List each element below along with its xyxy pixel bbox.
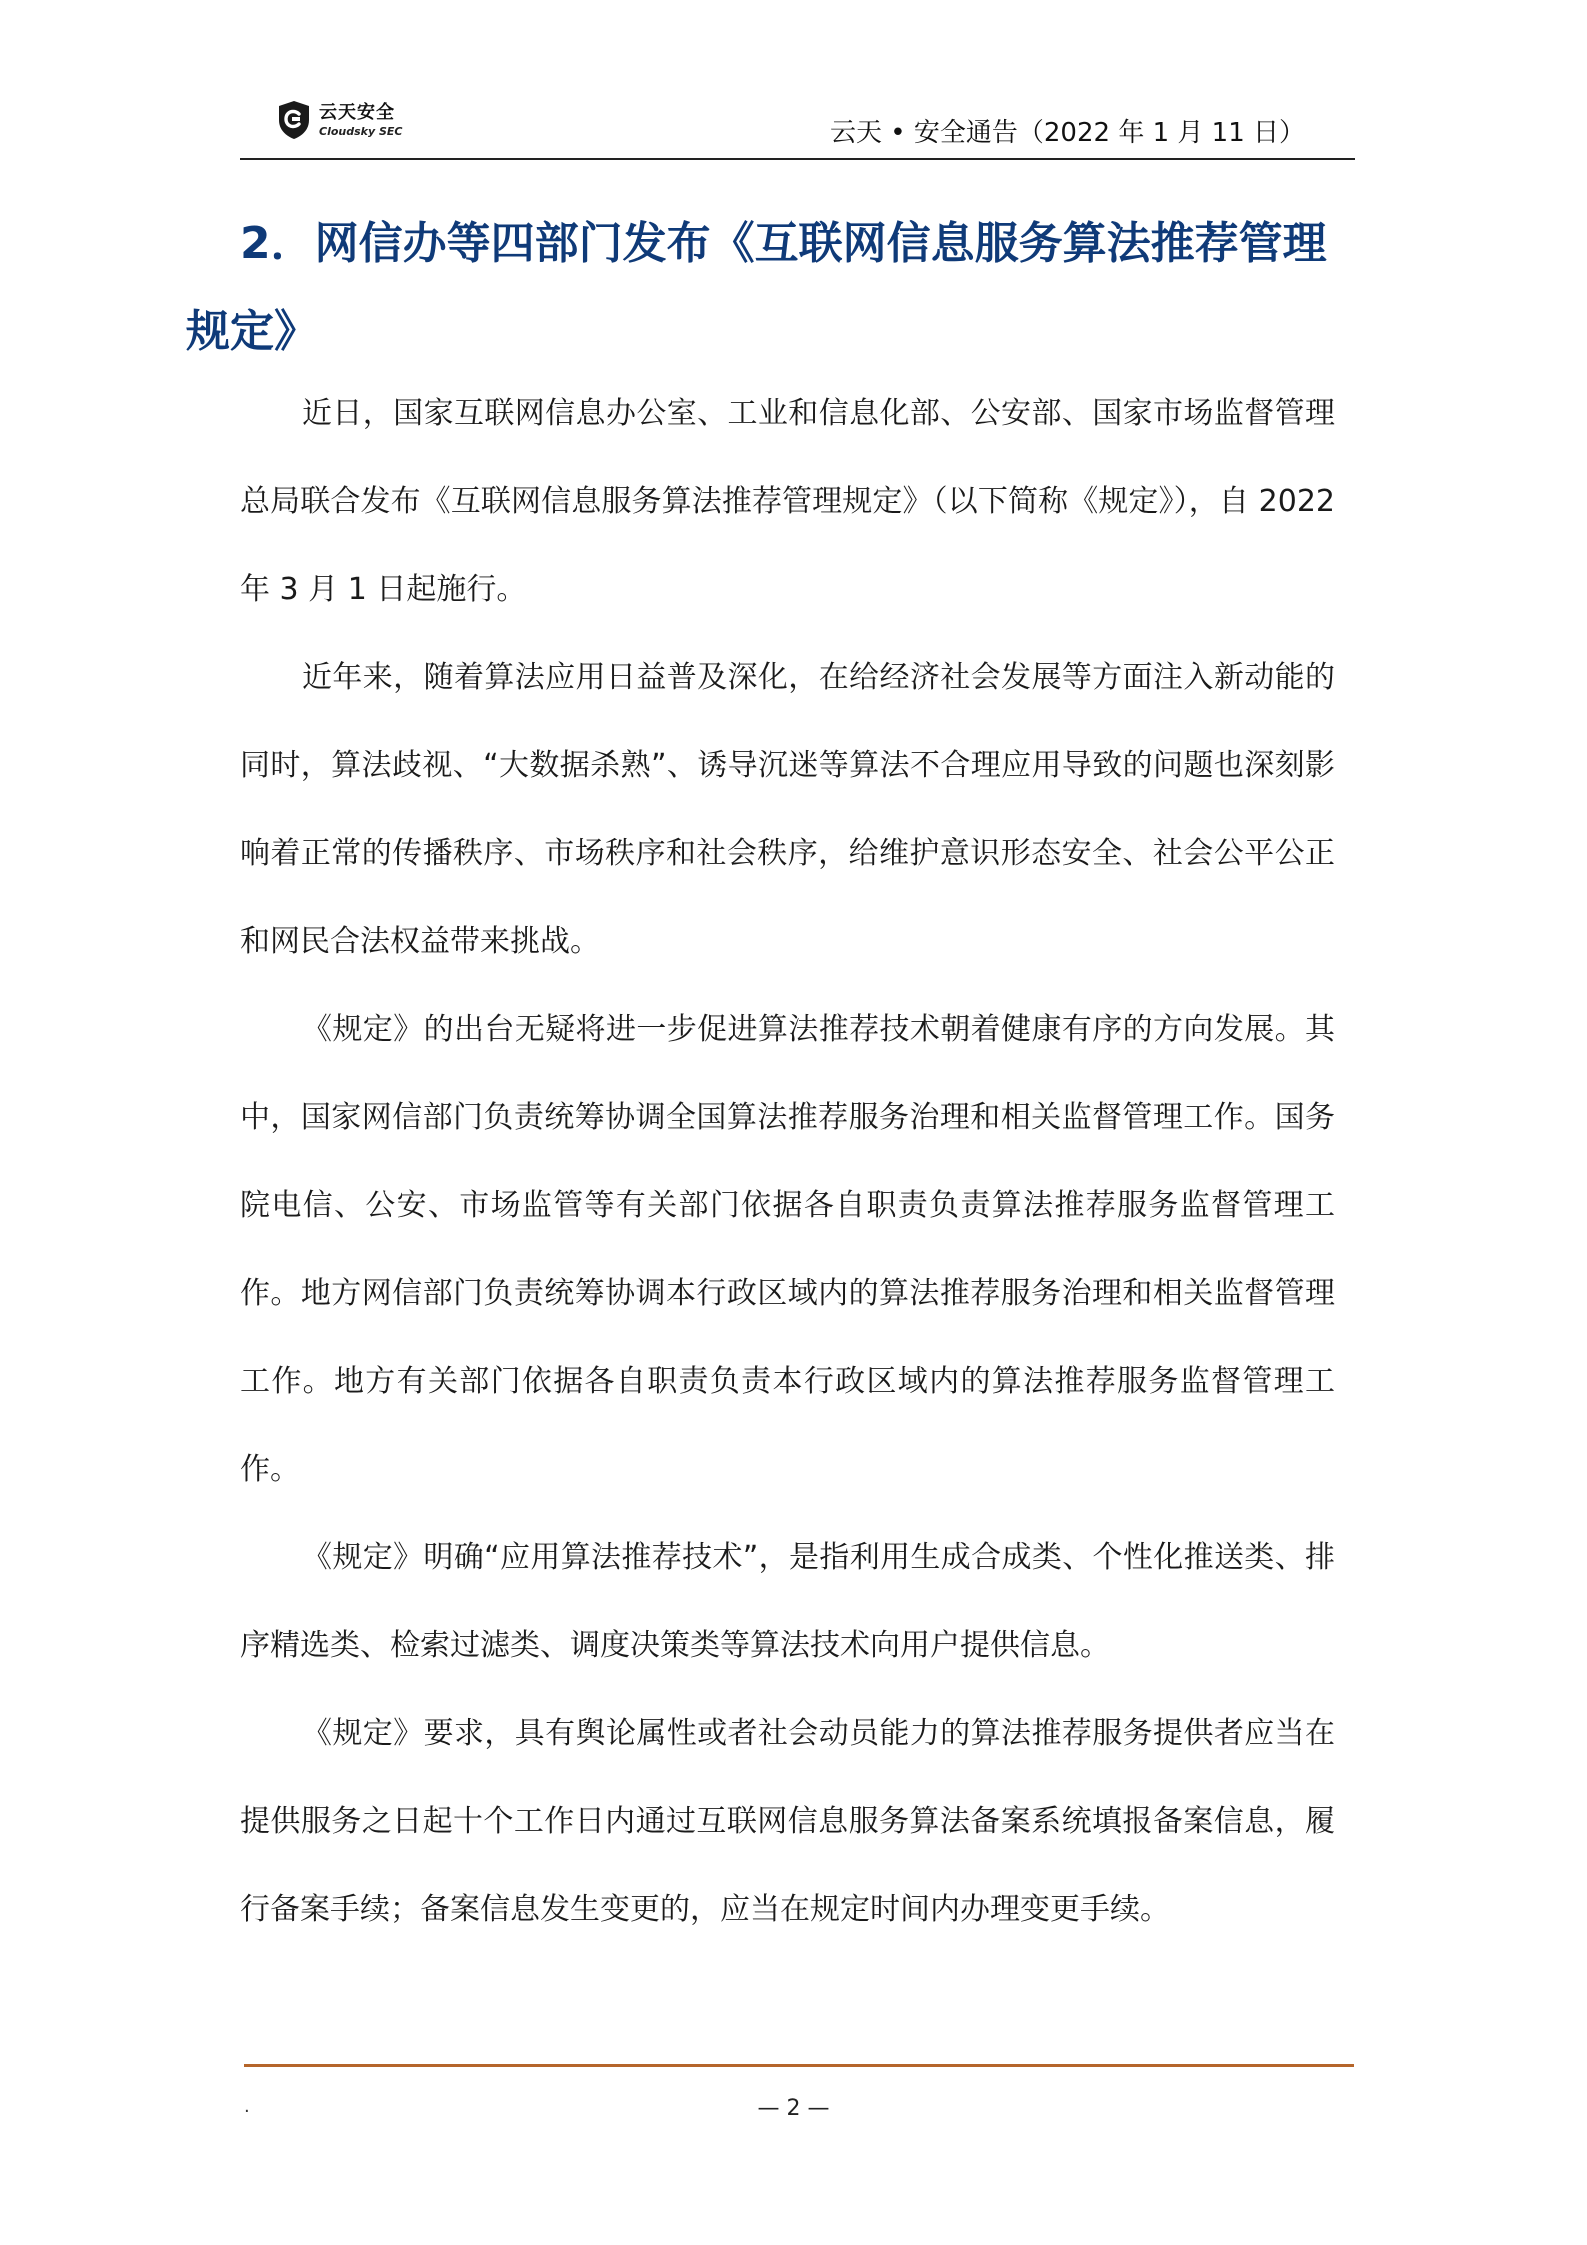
paragraph: 近日，国家互联网信息办公室、工业和信息化部、公安部、国家市场监督管理总局联合发布《互联网信息服务算法推荐管理规定》（以下简称《规定》），自 2022 年 3 月 1 日起施行。 [240, 396, 1335, 607]
paragraph: 《规定》要求，具有舆论属性或者社会动员能力的算法推荐服务提供者应当在提供服务之日起十个工作日内通过互联网信息服务算法备案系统填报备案信息，履行备案手续；备案信息发生变更的，应当在规定时间内办理变更手续。 [240, 1716, 1335, 1927]
footer-divider [244, 2064, 1354, 2067]
page-header [240, 96, 1355, 160]
shield-logo-icon [277, 100, 311, 140]
logo-name-en: Cloudsky SEC [319, 124, 403, 138]
page-number: — 2 — [757, 2096, 830, 2121]
article-body [240, 370, 1335, 1954]
logo [277, 96, 402, 144]
logo-name-cn: 云天安全 [319, 101, 395, 123]
footer-dot: . [244, 2096, 250, 2117]
logo-text [319, 101, 403, 138]
section-heading: 2．网信办等四部门发布《互联网信息服务算法推荐管理规定》 [186, 218, 1327, 357]
bulletin-title: 云天 • 安全通告（2022 年 1 月 11 日） [830, 118, 1305, 148]
paragraph: 《规定》明确“应用算法推荐技术”，是指利用生成合成类、个性化推送类、排序精选类、检索过滤类、调度决策类等算法技术向用户提供信息。 [240, 1540, 1335, 1663]
paragraph: 近年来，随着算法应用日益普及深化，在给经济社会发展等方面注入新动能的同时，算法歧视、“大数据杀熟”、诱导沉迷等算法不合理应用导致的问题也深刻影响着正常的传播秩序、市场秩序和社会秩序，给维护意识形态安全、社会公平公正和网民合法权益带来挑战。 [240, 660, 1335, 959]
paragraph: 《规定》的出台无疑将进一步促进算法推荐技术朝着健康有序的方向发展。其中，国家网信部门负责统筹协调全国算法推荐服务治理和相关监督管理工作。国务院电信、公安、市场监管等有关部门依据各自职责负责算法推荐服务监督管理工作。地方网信部门负责统筹协调本行政区域内的算法推荐服务治理和相关监督管理工作。地方有关部门依据各自职责负责本行政区域内的算法推荐服务监督管理工作。 [240, 1012, 1335, 1487]
